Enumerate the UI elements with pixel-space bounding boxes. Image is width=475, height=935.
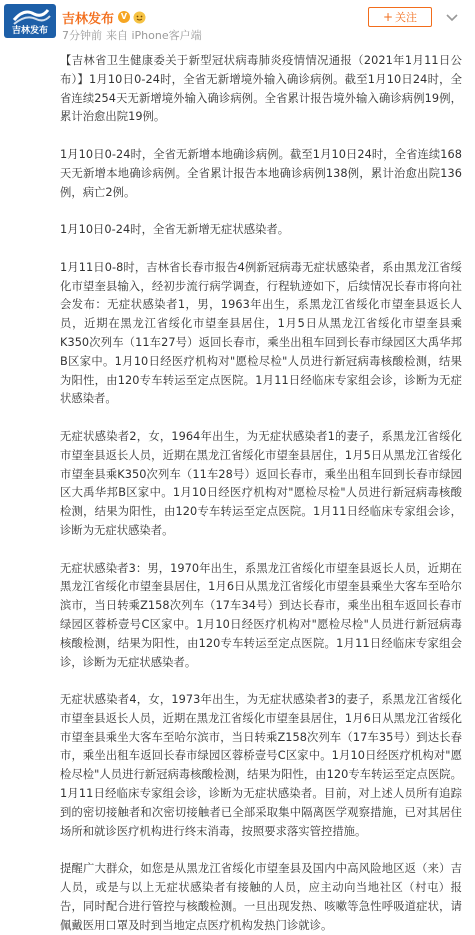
post-content <box>60 52 462 935</box>
jilin-logo-icon <box>4 4 56 28</box>
post-time: 7分钟前 <box>62 29 102 42</box>
paragraph: 无症状感染者4，女，1973年出生，为无症状感染者3的妻子，系黑龙江省绥化市望奎县返长人员，近期在黑龙江省绥化市望奎县居住，1月6日从黑龙江省绥化市望奎县乘坐大客车至哈尔滨市，当日转乘Z158次列车（17车35号）到达长春市，乘坐出租车返回长春市绿园区蓉桥壹号C区家中。1月10日经医疗机构对"愿检尽检"人员进行新冠病毒核酸检测，结果为阳性，由120专车转运至定点医院。1月11日经临床专家组会诊，诊断为无症状感染者。目前，对上述人员所有追踪到的密切接触者和次密切接触者已全部采取集中隔离医学观察措施，已对其居住场所和就诊医疗机构进行终末消毒，按照要求落实管控措施。 <box>60 693 462 838</box>
paragraph: 无症状感染者2，女，1964年出生，为无症状感染者1的妻子，系黑龙江省绥化市望奎县返长人员，近期在黑龙江省绥化市望奎县居住，1月5日从黑龙江省绥化市望奎县乘K350次列车（11车28号）返回长春市，乘坐出租车回到长春市绿园区大禹华邦B区家中。1月10日经医疗机构对"愿检尽检"人员进行新冠病毒核酸检测，结果为阳性，由120专车转运至定点医院。1月11日经临床专家组会诊，诊断为无症状感染者。 <box>60 429 462 537</box>
follow-label: 关注 <box>395 11 418 24</box>
author-row <box>62 8 146 26</box>
plus-icon: + <box>382 10 394 24</box>
paragraph: 【吉林省卫生健康委关于新型冠状病毒肺炎疫情情况通报（2021年1月11日公布）】1月10日0-24时，全省无新增境外输入确诊病例。截至1月10日24时，全省连续254天无新增境外输入确诊病例。全省累计报告境外输入确诊病例19例，累计治愈出院19例。 <box>60 54 462 124</box>
post-source: 来自 iPhone客户端 <box>106 29 202 42</box>
paragraph: 1月11日0-8时，吉林省长春市报告4例新冠病毒无症状感染者，系由黑龙江省绥化市望奎县输入，经初步流行病学调查，行程轨迹如下，后续情况长春市将向社会发布：无症状感染者1，男，1963年出生，系黑龙江省绥化市望奎县返长人员，近期在黑龙江省绥化市望奎县居住，1月5日从黑龙江省绥化市望奎县乘K350次列车（11车27号）返回长春市，乘坐出租车回到长春市绿园区大禹华邦B区家中。1月10日经医疗机构对"愿检尽检"人员进行新冠病毒核酸检测，结果为阳性，由120专车转运至定点医院。1月11日经临床专家组会诊，诊断为无症状感染者。 <box>60 260 462 406</box>
author-name[interactable]: 吉林发布 <box>62 11 115 27</box>
avatar-label: 吉林发布 <box>11 26 48 36</box>
paragraph: 提醒广大群众，如您是从黑龙江省绥化市望奎县及国内中高风险地区返（来）吉人员，或是与以上无症状感染者有接触的人员，应主动向当地社区（村屯）报告，同时配合进行管控与核酸检测。一旦出现发热、咳嗽等急性呼吸道症状，请佩戴医用口罩及时到当地定点医疗机构发热门诊就诊。 <box>60 862 462 932</box>
paragraph: 1月10日0-24时，全省无新增本地确诊病例。截至1月10日24时，全省连续168天无新增本地确诊病例。全省累计报告本地确诊病例138例，累计治愈出院136例，病亡2例。 <box>60 147 462 199</box>
emoji-badge-icon <box>133 11 146 24</box>
paragraph: 无症状感染者3：男，1970年出生，系黑龙江省绥化市望奎县返长人员，近期在黑龙江省绥化市望奎县居住，1月6日从黑龙江省绥化市望奎县乘坐大客车至哈尔滨市，当日转乘Z158次列车（17车34号）到达长春市，乘坐出租车返回长春市绿园区蓉桥壹号C区家中。1月10日经医疗机构对"愿检尽检"人员进行新冠病毒核酸检测，结果为阳性，由120专车转运至定点医院。1月11日经临床专家组会诊，诊断为无症状感染者。 <box>60 561 462 669</box>
paragraph: 1月10日0-24时，全省无新增无症状感染者。 <box>60 223 290 237</box>
post-meta <box>62 27 202 43</box>
chevron-down-icon[interactable] <box>444 9 460 25</box>
post-header <box>0 0 475 48</box>
avatar[interactable] <box>4 4 56 38</box>
follow-button[interactable] <box>368 7 432 27</box>
verified-badge-icon: V <box>118 11 130 23</box>
